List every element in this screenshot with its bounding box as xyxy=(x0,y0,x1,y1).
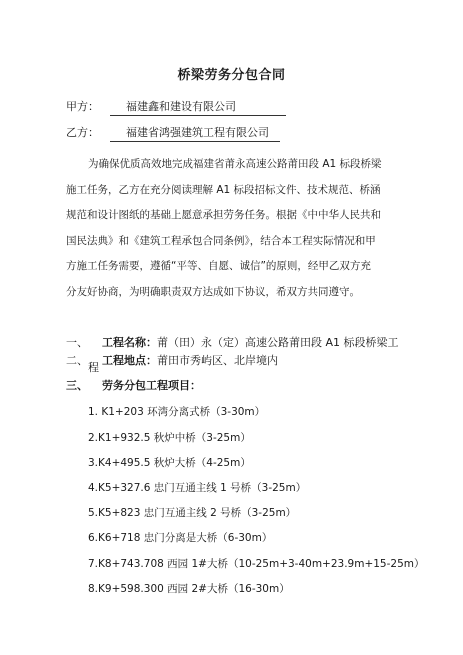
work-item: 5.K5+823 忠门互通主线 2 号桥（3-25m） xyxy=(88,507,297,519)
section-number: 二、 xyxy=(66,354,88,367)
section-work-items xyxy=(66,373,201,398)
intro-line: 规范和设计图纸的基础上愿意承担劳务任务。根据《中中华人民共和 xyxy=(66,209,381,221)
section-label: 工程地点： xyxy=(102,354,157,367)
section-location-row xyxy=(66,348,278,373)
section-number: 一、 xyxy=(66,336,88,349)
intro-line: 分友好协商，为明确职责双方达成如下协议，希双方共同遵守。 xyxy=(66,285,360,298)
work-item: 6.K6+718 忠门分离是大桥（6-30m） xyxy=(88,532,273,544)
intro-line: 方施工任务需要，遵循“平等、自愿、诚信”的原则，经甲乙双方充 xyxy=(66,260,371,272)
section-number: 三、 xyxy=(66,379,88,392)
work-item: 7.K8+743.708 西园 1#大桥（10-25m+3-40m+23.9m+15-25m） xyxy=(88,558,425,570)
party-b-label: 乙方： xyxy=(66,126,99,139)
intro-line: 为确保优质高效地完成福建省莆永高速公路莆田段 A1 标段桥梁 xyxy=(88,158,382,170)
work-item: 8.K9+598.300 西园 2#大桥（16-30m） xyxy=(88,583,290,595)
section-text-continued: 程 xyxy=(88,361,99,374)
section-label: 工程名称： xyxy=(102,336,157,349)
document-title: 桥梁劳务分包合同 xyxy=(177,68,286,83)
work-item: 2.K1+932.5 秋炉中桥（3-25m） xyxy=(88,432,251,444)
party-a xyxy=(66,98,286,116)
party-a-label: 甲方： xyxy=(66,100,99,113)
section-text: 莆田市秀屿区、北岸境内 xyxy=(157,354,278,367)
party-b xyxy=(66,124,280,142)
intro-paragraph xyxy=(66,152,396,305)
section-text: 莆（田）永（定）高速公路莆田段 A1 标段桥梁工 xyxy=(157,336,399,349)
work-item: 4.K5+327.6 忠门互通主线 1 号桥（3-25m） xyxy=(88,482,307,494)
intro-line: 国民法典》和《建筑工程承包合同条例》，结合本工程实际情况和甲 xyxy=(66,234,376,247)
work-item: 3.K4+495.5 秋炉大桥（4-25m） xyxy=(88,457,251,469)
intro-line: 施工任务，乙方在充分阅读理解 A1 标段招标文件、技术规范、桥涵 xyxy=(66,183,381,196)
party-a-name: 福建鑫和建设有限公司 xyxy=(110,98,286,116)
work-item: 1. K1+203 环湾分离式桥（3-30m） xyxy=(88,406,266,418)
party-b-name: 福建省鸿强建筑工程有限公司 xyxy=(110,124,280,142)
section-label: 劳务分包工程项目： xyxy=(102,379,201,392)
